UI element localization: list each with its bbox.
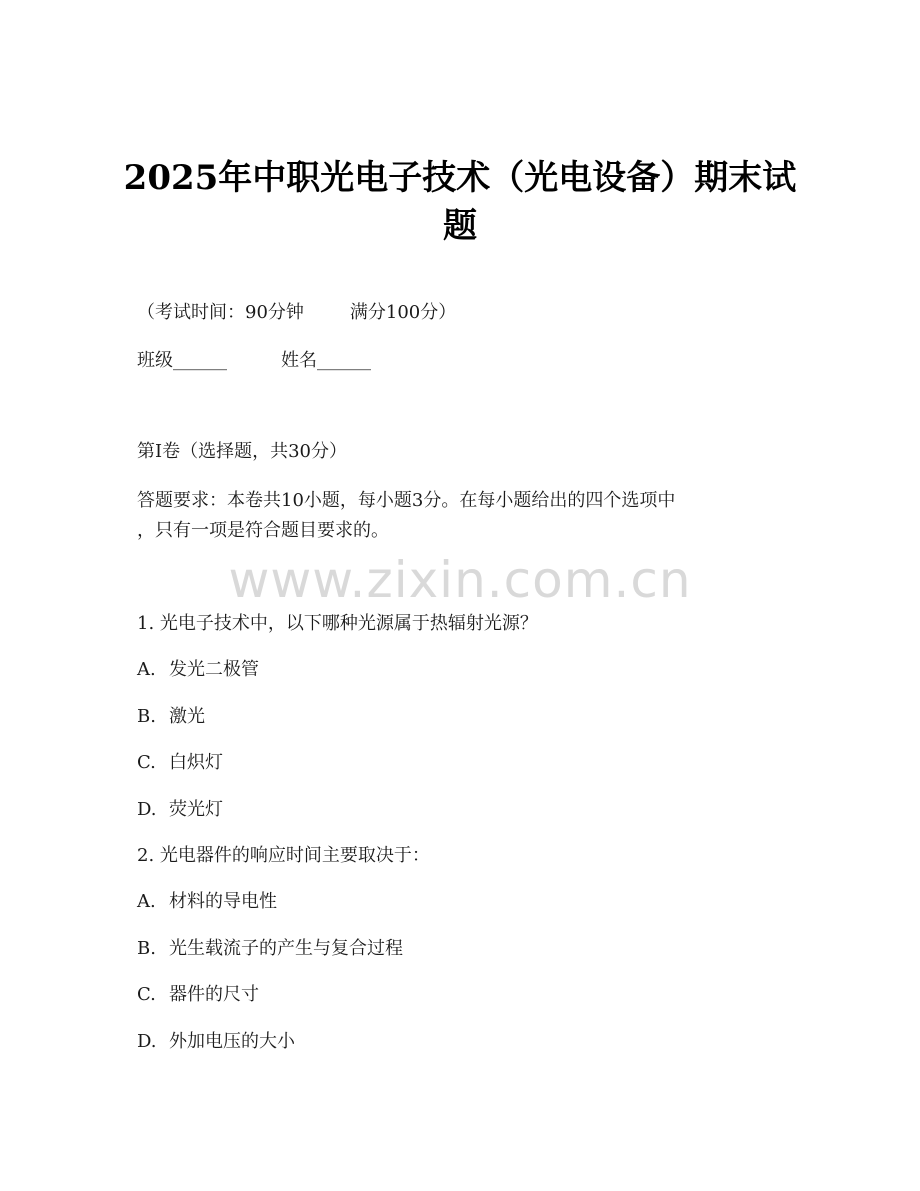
option-text: 光生载流子的产生与复合过程 bbox=[169, 938, 403, 959]
option-text: 白炽灯 bbox=[169, 752, 223, 773]
option-item bbox=[137, 1030, 295, 1054]
option-item bbox=[137, 890, 277, 914]
option-item bbox=[137, 983, 259, 1007]
student-fields bbox=[137, 349, 371, 373]
option-item bbox=[137, 705, 205, 729]
page-title: 2025年中职光电子技术（光电设备）期末试 bbox=[123, 158, 797, 198]
option-item bbox=[137, 937, 403, 961]
question-stem: 2. 光电器件的响应时间主要取决于： bbox=[137, 845, 430, 866]
option-letter: C. bbox=[137, 752, 156, 773]
name-field: 姓名______ bbox=[281, 350, 371, 371]
option-letter: C. bbox=[137, 984, 156, 1005]
option-text: 荧光灯 bbox=[169, 799, 223, 820]
option-item bbox=[137, 798, 223, 822]
option-letter: B. bbox=[137, 706, 156, 727]
section-heading: 第I卷（选择题，共30分） bbox=[137, 441, 348, 462]
option-text: 外加电压的大小 bbox=[169, 1031, 295, 1052]
instructions-line-2: ，只有一项是符合题目要求的。 bbox=[137, 520, 389, 541]
option-item bbox=[137, 658, 259, 682]
option-text: 发光二极管 bbox=[169, 659, 259, 680]
class-field: 班级______ bbox=[137, 350, 227, 371]
option-text: 激光 bbox=[169, 706, 205, 727]
question-stem: 1. 光电子技术中，以下哪种光源属于热辐射光源？ bbox=[137, 613, 538, 634]
watermark: www.zixin.com.cn bbox=[228, 551, 692, 609]
option-letter: D. bbox=[137, 799, 157, 820]
option-letter: D. bbox=[137, 1031, 157, 1052]
instructions-line-1: 答题要求：本卷共10小题，每小题3分。在每小题给出的四个选项中 bbox=[137, 490, 676, 511]
page-title-continued: 题 bbox=[443, 206, 477, 246]
option-letter: B. bbox=[137, 938, 156, 959]
exam-score: 满分100分） bbox=[349, 302, 457, 323]
option-item bbox=[137, 751, 223, 775]
option-letter: A. bbox=[137, 891, 156, 912]
option-text: 材料的导电性 bbox=[169, 891, 277, 912]
exam-time: （考试时间：90分钟 bbox=[137, 302, 304, 323]
exam-info bbox=[137, 301, 456, 325]
option-letter: A. bbox=[137, 659, 156, 680]
option-text: 器件的尺寸 bbox=[169, 984, 259, 1005]
